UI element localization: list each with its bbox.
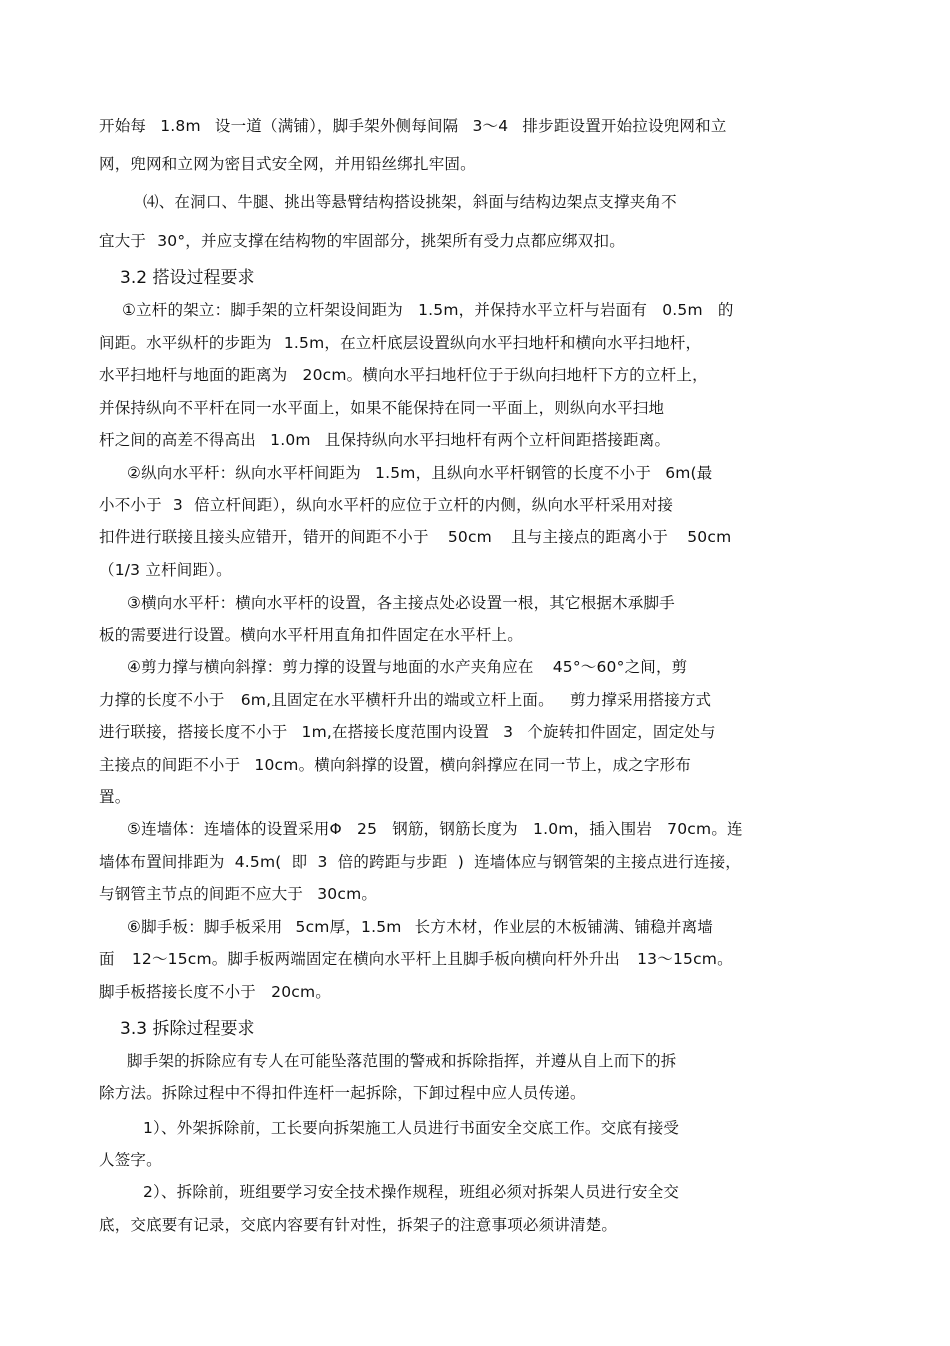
paragraph-line: 置。 bbox=[99, 788, 131, 806]
paragraph-line: ②纵向水平杆：纵向水平杆间距为 1.5m，且纵向水平杆钢管的长度不小于 6m(最 bbox=[127, 464, 713, 482]
paragraph-line: ③横向水平杆：横向水平杆的设置，各主接点处必设置一根，其它根据木承脚手 bbox=[127, 594, 675, 612]
paragraph-line: 2）、拆除前，班组要学习安全技术操作规程，班组必须对拆架人员进行安全交 bbox=[143, 1183, 680, 1201]
paragraph-line: 小不小于 3 倍立杆间距），纵向水平杆的应位于立杆的内侧，纵向水平杆采用对接 bbox=[99, 496, 674, 514]
paragraph-line: 水平扫地杆与地面的距离为 20cm。横向水平扫地杆位于于纵向扫地杆下方的立杆上， bbox=[99, 366, 708, 384]
paragraph-line: ⑷、在洞口、牛腿、挑出等悬臂结构搭设挑架，斜面与结构边架点支撑夹角不 bbox=[143, 193, 677, 211]
paragraph-line: 墙体布置间排距为 4.5m( 即 3 倍的跨距与步距 ) 连墙体应与钢管架的主接点进行连接， bbox=[99, 853, 741, 871]
paragraph-line: 力撑的长度不小于 6m,且固定在水平横杆升出的端或立杆上面。 剪力撑采用搭接方式 bbox=[99, 691, 712, 709]
paragraph-line: 间距。水平纵杆的步距为 1.5m，在立杆底层设置纵向水平扫地杆和横向水平扫地杆， bbox=[99, 334, 702, 352]
paragraph-line: ④剪力撑与横向斜撑：剪力撑的设置与地面的水产夹角应在 45°～60°之间，剪 bbox=[127, 658, 688, 676]
paragraph-line: 除方法。拆除过程中不得扣件连杆一起拆除，下卸过程中应人员传递。 bbox=[99, 1084, 586, 1102]
paragraph-line: 底，交底要有记录，交底内容要有针对性，拆架子的注意事项必须讲清楚。 bbox=[99, 1216, 618, 1234]
paragraph-line: （1/3 立杆间距）。 bbox=[99, 561, 232, 579]
paragraph-line: 面 12～15cm。脚手板两端固定在横向水平杆上且脚手板向横向杆外升出 13～15cm。 bbox=[99, 950, 733, 968]
paragraph-line: 宜大于 30°，并应支撑在结构物的牢固部分，挑架所有受力点都应绑双扣。 bbox=[99, 232, 625, 250]
paragraph-line: 脚手架的拆除应有专人在可能坠落范围的警戒和拆除指挥，并遵从自上而下的拆 bbox=[127, 1052, 677, 1070]
paragraph-line: 1）、外架拆除前，工长要向拆架施工人员进行书面安全交底工作。交底有接受 bbox=[143, 1119, 680, 1137]
paragraph-line: 脚手板搭接长度不小于 20cm。 bbox=[99, 983, 331, 1001]
paragraph-line: 并保持纵向不平杆在同一水平面上，如果不能保持在同一平面上，则纵向水平扫地 bbox=[99, 399, 665, 417]
paragraph-line: 扣件进行联接且接头应错开，错开的间距不小于 50cm 且与主接点的距离小于 50cm bbox=[99, 528, 732, 546]
paragraph-line: 与钢管主节点的间距不应大于 30cm。 bbox=[99, 885, 378, 903]
section-heading: 3.2 搭设过程要求 bbox=[120, 268, 255, 288]
section-heading: 3.3 拆除过程要求 bbox=[120, 1019, 255, 1039]
paragraph-line: ⑤连墙体：连墙体的设置采用Φ 25 钢筋，钢筋长度为 1.0m，插入围岩 70cm。连 bbox=[127, 820, 743, 838]
paragraph-line: 杆之间的高差不得高出 1.0m 且保持纵向水平扫地杆有两个立杆间距搭接距离。 bbox=[99, 431, 671, 449]
paragraph-line: 开始每 1.8m 设一道（满铺），脚手架外侧每间隔 3～4 排步距设置开始拉设兜网和立 bbox=[99, 117, 727, 135]
paragraph-line: 网，兜网和立网为密目式安全网，并用铅丝绑扎牢固。 bbox=[99, 155, 476, 173]
paragraph-line: ⑥脚手板：脚手板采用 5cm厚，1.5m 长方木材，作业层的木板铺满、铺稳并离墙 bbox=[127, 918, 713, 936]
paragraph-line: 进行联接，搭接长度不小于 1m,在搭接长度范围内设置 3 个旋转扣件固定，固定处与 bbox=[99, 723, 716, 741]
paragraph-line: 板的需要进行设置。横向水平杆用直角扣件固定在水平杆上。 bbox=[99, 626, 523, 644]
paragraph-line: 主接点的间距不小于 10cm。横向斜撑的设置，横向斜撑应在同一节上，成之字形布 bbox=[99, 756, 692, 774]
paragraph-line: ①立杆的架立：脚手架的立杆架设间距为 1.5m，并保持水平立杆与岩面有 0.5m 的 bbox=[122, 301, 734, 319]
paragraph-line: 人签字。 bbox=[99, 1151, 162, 1169]
